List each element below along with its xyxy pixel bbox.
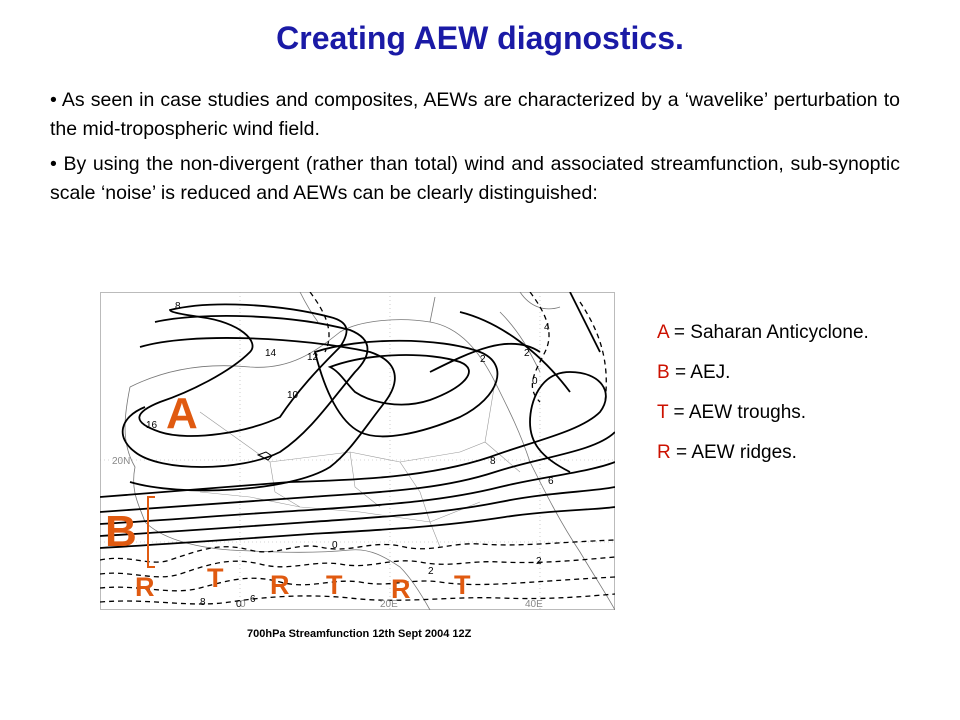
legend-text: = Saharan Anticyclone.	[668, 322, 869, 343]
contour-label: 0	[532, 376, 538, 387]
contour-label: 6	[548, 476, 554, 487]
contour-label: 8	[200, 597, 206, 608]
contour-label: 0	[332, 540, 338, 551]
ridge-marker: R	[270, 570, 290, 600]
legend-key: B	[657, 362, 670, 383]
streamfunction-map	[100, 292, 615, 610]
contour-label: 2	[524, 348, 530, 359]
contour-label: 0	[236, 599, 242, 610]
contour-label: 4	[544, 322, 550, 333]
legend-key: R	[657, 442, 671, 463]
axis-label: 0	[240, 599, 246, 610]
contour-label: 8	[175, 301, 181, 312]
contour-label: 14	[265, 348, 277, 359]
aej-label: B	[105, 507, 137, 556]
bullet-item: • By using the non-divergent (rather than total) wind and associated streamfunction, sub-synoptic scale ‘noise’ is reduced and AEWs can be clearly distinguished:	[50, 153, 900, 204]
legend-item	[657, 362, 869, 383]
bullet-text: As seen in case studies and composites, AEWs are characterized by a ‘wavelike’ perturbation to the mid-tropospheric wind field.	[50, 89, 901, 140]
contour-label: 10	[287, 390, 299, 401]
feature-legend	[657, 322, 869, 482]
legend-item	[657, 402, 869, 423]
legend-text: = AEW troughs.	[668, 402, 807, 423]
ridge-marker: R	[391, 574, 411, 604]
contour-label: 16	[146, 420, 158, 431]
contour-label: 2	[536, 556, 542, 567]
trough-marker: T	[207, 563, 224, 593]
contour-label: 12	[307, 352, 319, 363]
map-caption: 700hPa Streamfunction 12th Sept 2004 12Z	[247, 628, 472, 640]
contour-label: 2	[428, 566, 434, 577]
legend-text: = AEW ridges.	[670, 442, 797, 463]
bullet-list	[50, 86, 900, 214]
bullet-text: By using the non-divergent (rather than total) wind and associated streamfunction, sub-synoptic scale ‘noise’ is reduced and AEWs can be clearly distinguished:	[50, 153, 900, 204]
contour-label: 6	[250, 594, 256, 605]
legend-key: T	[657, 402, 669, 423]
map-figure	[100, 292, 615, 610]
legend-text: = AEJ.	[669, 362, 731, 383]
axis-label: 20E	[380, 599, 398, 610]
contour-label: 2	[480, 354, 486, 365]
legend-item	[657, 322, 869, 343]
axis-label: 20N	[112, 456, 131, 467]
ridge-marker: R	[135, 572, 155, 602]
legend-key: A	[657, 322, 669, 343]
contour-label: 8	[490, 456, 496, 467]
trough-marker: T	[454, 570, 471, 600]
bullet-item: • As seen in case studies and composites, AEWs are characterized by a ‘wavelike’ perturbation to the mid-tropospheric wind field.	[50, 89, 901, 140]
axis-label: 40E	[525, 599, 543, 610]
trough-marker: T	[326, 570, 343, 600]
slide-title: Creating AEW diagnostics.	[276, 20, 684, 56]
anticyclone-label: A	[166, 389, 198, 438]
legend-item	[657, 442, 869, 463]
